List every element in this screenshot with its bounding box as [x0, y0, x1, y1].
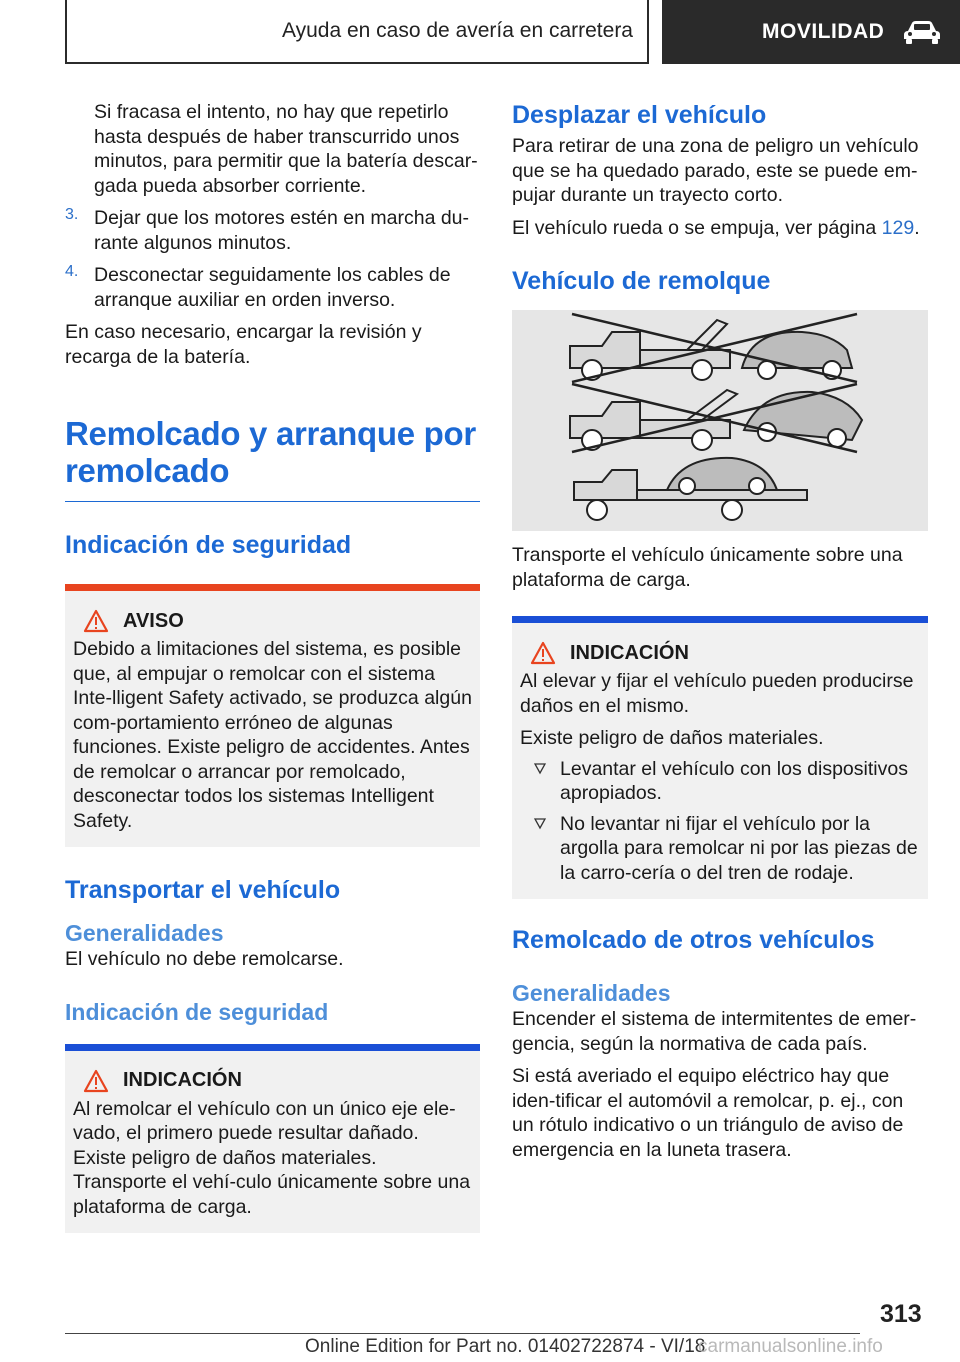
step-number: 3.	[65, 206, 79, 223]
other-vehicles-heading: Remolcado de otros vehículos	[512, 926, 875, 954]
notice-box	[65, 1044, 480, 1234]
step-item	[65, 206, 480, 255]
intro-text: Si fracasa el intento, no hay que repetirlo hasta después de haber transcurrido unos minutos, para permitir que la batería descar-gada pueda absorber corriente.	[94, 101, 478, 197]
notice-triangle-icon	[530, 641, 556, 665]
move-text: Para retirar de una zona de peligro un vehículo que se ha quedado parado, este se puede em-pujar durante un trayecto corto.	[512, 135, 919, 206]
notice-bar	[512, 616, 928, 623]
move-reference: El vehículo rueda o se empuja, ver página 129.	[512, 216, 920, 239]
notice-text: Al remolcar el vehículo con un único eje ele-vado, el primero puede resultar dañado. Existe peligro de daños materiales. Transporte el vehí-culo únicamente sobre una plataforma de carga.	[73, 1097, 471, 1218]
main-heading: Remolcado y arranque por remolcado	[65, 415, 476, 489]
transport-heading: Transportar el vehículo	[65, 876, 341, 904]
notice-triangle-icon	[83, 1069, 109, 1093]
header-chapter-title: MOVILIDAD	[762, 20, 885, 43]
illustration-caption: Transporte el vehículo únicamente sobre una plataforma de carga.	[512, 544, 903, 591]
notice-bar	[65, 1044, 480, 1051]
notice-title: INDICACIÓN	[570, 641, 689, 664]
header-section-title: Ayuda en caso de avería en carretera	[281, 19, 633, 42]
notice-title: INDICACIÓN	[123, 1069, 242, 1091]
warning-box	[65, 584, 480, 847]
header-chapter-tab	[662, 0, 960, 64]
warning-bar	[65, 584, 480, 591]
bullet-text: Levantar el vehículo con los dispositivos apropiados.	[560, 757, 908, 804]
notice-box-right	[512, 616, 928, 899]
header-section-tab	[65, 0, 649, 64]
towing-illustration	[512, 310, 928, 531]
page-link-129[interactable]: 129	[881, 216, 915, 239]
warning-title-row	[73, 609, 472, 633]
page-number: 313	[880, 1300, 922, 1328]
list-item	[520, 757, 920, 806]
right-column	[512, 100, 928, 1162]
after-steps-text: En caso necesario, encargar la revisión y recarga de la batería.	[65, 321, 422, 368]
watermark: carmanualsonline.info	[698, 1336, 883, 1357]
notice-text-1: Al elevar y fijar el vehículo pueden producirse daños en el mismo.	[520, 670, 914, 717]
warning-title: AVISO	[123, 609, 184, 632]
notice-title-row	[73, 1069, 472, 1093]
safety-heading: Indicación de seguridad	[65, 531, 352, 559]
safety-heading-2: Indicación de seguridad	[65, 998, 329, 1025]
bullet-triangle-icon	[520, 757, 560, 806]
step-text: Dejar que los motores estén en marcha du-rante algunos minutos.	[94, 207, 470, 254]
bullet-triangle-icon	[520, 812, 560, 886]
step-number: 4.	[65, 263, 79, 280]
general-text-2: Si está averiado el equipo eléctrico hay que iden-tificar el automóvil a remolcar, p. ej., con un rótulo indicativo o un triángulo de aviso de emergencia en la luneta trasera.	[512, 1065, 904, 1161]
warning-text: Debido a limitaciones del sistema, es posible que, al empujar o remolcar con el sistema Inte-lligent Safety activado, se produzca algún com-portamiento erróneo de algunas funciones. Existe peligro de accidentes. Antes de remolcar o arrancar por remolcado, desconectar todos los sistemas Intelligent Safety.	[73, 638, 472, 832]
tow-vehicle-heading: Vehículo de remolque	[512, 267, 771, 295]
general-text: El vehículo no debe remolcarse.	[65, 948, 344, 970]
step-text: Desconectar seguidamente los cables de arranque auxiliar en orden inverso.	[94, 264, 451, 311]
warning-triangle-icon	[83, 609, 109, 633]
step-item	[65, 263, 480, 312]
car-icon	[902, 19, 942, 45]
general-text-1: Encender el sistema de intermitentes de emer-gencia, según la normativa de cada país.	[512, 1008, 917, 1055]
move-heading: Desplazar el vehículo	[512, 101, 767, 129]
general-heading-right: Generalidades	[512, 980, 671, 1006]
notice-text-2: Existe peligro de daños materiales.	[520, 727, 824, 749]
footer-rule	[65, 1333, 860, 1334]
left-column	[65, 100, 480, 1233]
notice-title-row	[520, 641, 920, 665]
general-heading: Generalidades	[65, 920, 224, 946]
list-item	[520, 812, 920, 886]
bullet-text: No levantar ni fijar el vehículo por la argolla para remolcar ni por las piezas de la carro-cería o del tren de rodaje.	[560, 812, 918, 884]
footer-edition: Online Edition for Part no. 01402722874 - VI/18	[305, 1336, 706, 1357]
